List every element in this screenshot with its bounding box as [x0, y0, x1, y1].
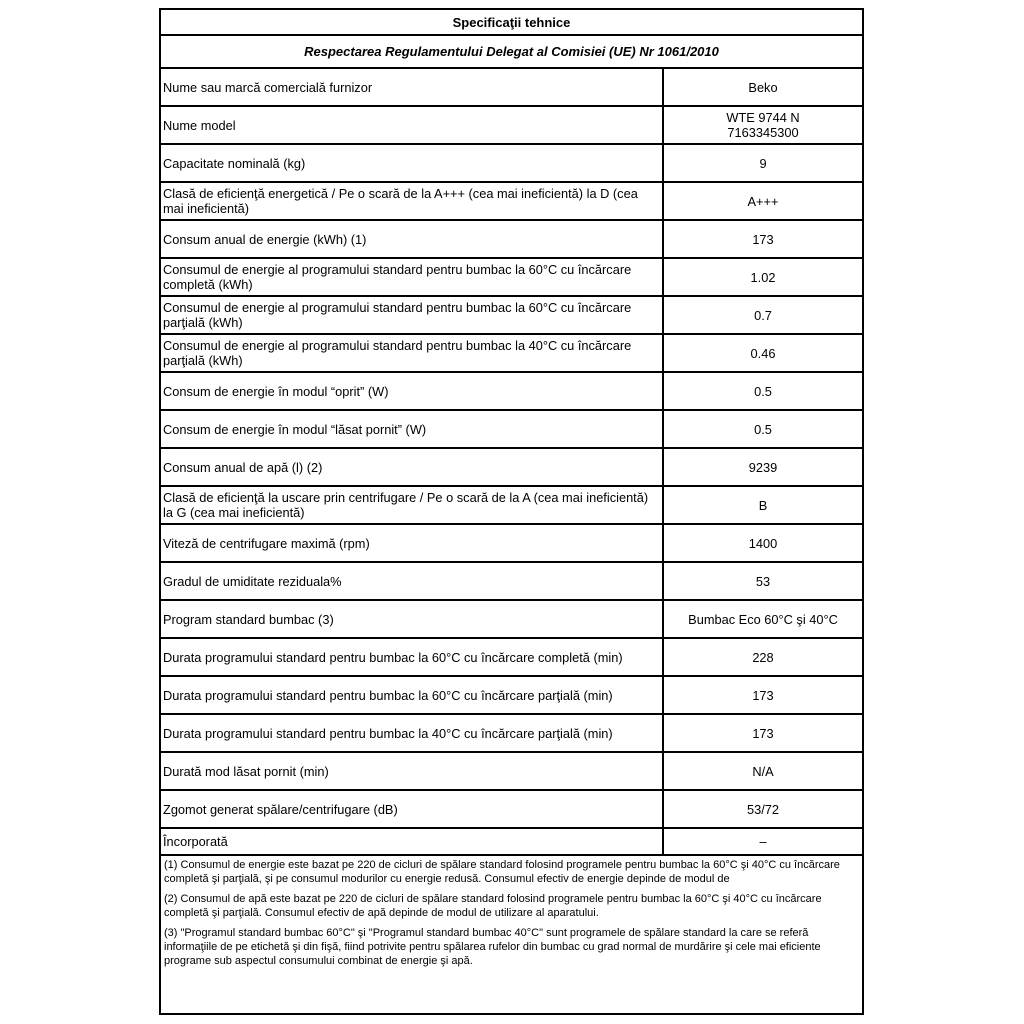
spec-row-noise	[161, 791, 862, 829]
spec-value: 53/72	[746, 801, 780, 817]
spec-label: Durata programului standard pentru bumbac la 60°C cu încărcare completă (min)	[161, 639, 664, 675]
spec-label: Nume model	[161, 107, 664, 143]
sheet-title	[161, 10, 862, 36]
spec-row-duration-60-partial	[161, 677, 862, 715]
spec-label: Consum de energie în modul “oprit” (W)	[161, 373, 664, 409]
spec-row-annual-energy	[161, 221, 862, 259]
spec-row-max-spin	[161, 525, 862, 563]
spec-label: Gradul de umiditate reziduala%	[161, 563, 664, 599]
spec-value: Beko	[748, 79, 778, 95]
sheet-subtitle-text: Respectarea Regulamentului Delegat al Comisiei (UE) Nr 1061/2010	[304, 44, 719, 59]
footnotes	[161, 856, 862, 1013]
spec-label: Consumul de energie al programului standard pentru bumbac la 60°C cu încărcare completă (kWh)	[161, 259, 664, 295]
spec-row-capacity	[161, 145, 862, 183]
spec-row-energy-40-partial	[161, 335, 862, 373]
spec-row-off-mode	[161, 373, 862, 411]
spec-row-energy-class	[161, 183, 862, 221]
spec-label: Durata programului standard pentru bumbac la 40°C cu încărcare parţială (min)	[161, 715, 664, 751]
footnote-1: (1) Consumul de energie este bazat pe 220 de cicluri de spălare standard folosind programele pentru bumbac la 60°C şi 40°C cu încărcare completă şi parţială, şi pe consumul modurilor cu energie redusă. Consumul efectiv de energie depinde de modul de	[164, 859, 840, 885]
spec-label: Consum de energie în modul “lăsat pornit” (W)	[161, 411, 664, 447]
spec-label: Durată mod lăsat pornit (min)	[161, 753, 664, 789]
spec-value: N/A	[752, 763, 774, 779]
spec-value: 173	[752, 231, 774, 247]
spec-label: Consum anual de apă (l) (2)	[161, 449, 664, 485]
spec-label: Durata programului standard pentru bumbac la 60°C cu încărcare parţială (min)	[161, 677, 664, 713]
spec-value: 0.46	[750, 345, 776, 361]
spec-label: Consumul de energie al programului standard pentru bumbac la 40°C cu încărcare parţială (kWh)	[161, 335, 664, 371]
spec-row-built-in	[161, 829, 862, 856]
spec-value: 0.7	[754, 307, 772, 323]
spec-value: 173	[752, 725, 774, 741]
spec-value: 9	[759, 155, 767, 171]
spec-label: Încorporată	[161, 829, 664, 854]
spec-value: 0.5	[754, 421, 772, 437]
footnote-3: (3) "Programul standard bumbac 60°C" şi "Programul standard bumbac 40°C" sunt programele de spălare standard la care se referă informaţiile de pe etichetă şi din fişă, fiind potrivite pentru spălarea rufelor din bumbac cu grad normal de murdărire şi cele mai eficiente programe sub aspectul consumului combinat de energie şi apă.	[164, 927, 821, 967]
spec-value: B	[758, 497, 768, 513]
spec-label: Clasă de eficienţă la uscare prin centrifugare / Pe o scară de la A (cea mai ineficientă) la G (cea mai ineficientă)	[161, 487, 664, 523]
spec-label: Nume sau marcă comercială furnizor	[161, 69, 664, 105]
spec-row-duration-40-partial	[161, 715, 862, 753]
spec-table	[161, 69, 862, 856]
spec-row-energy-60-partial	[161, 297, 862, 335]
spec-label: Viteză de centrifugare maximă (rpm)	[161, 525, 664, 561]
spec-label: Zgomot generat spălare/centrifugare (dB)	[161, 791, 664, 827]
spec-value: A+++	[747, 193, 779, 209]
spec-value: –	[759, 834, 767, 849]
spec-row-energy-60-full	[161, 259, 862, 297]
spec-row-annual-water	[161, 449, 862, 487]
spec-value: 0.5	[754, 383, 772, 399]
spec-row-left-on-mode	[161, 411, 862, 449]
spec-value: 1.02	[750, 269, 776, 285]
spec-row-model	[161, 107, 862, 145]
spec-sheet	[159, 8, 864, 1015]
spec-label: Consum anual de energie (kWh) (1)	[161, 221, 664, 257]
spec-value: WTE 9744 N 7163345300	[726, 110, 800, 140]
spec-label: Clasă de eficienţă energetică / Pe o scară de la A+++ (cea mai ineficientă) la D (cea mai ineficientă)	[161, 183, 664, 219]
sheet-subtitle	[161, 36, 862, 69]
footnote-2: (2) Consumul de apă este bazat pe 220 de cicluri de spălare standard folosind programele pentru bumbac la 60°C şi 40°C cu încărcare completă şi parţială. Consumul efectiv de apă depinde de modul de utilizare al aparatului.	[164, 893, 822, 919]
spec-row-standard-program	[161, 601, 862, 639]
spec-row-spin-class	[161, 487, 862, 525]
spec-value: 173	[752, 687, 774, 703]
spec-label: Program standard bumbac (3)	[161, 601, 664, 637]
sheet-title-text: Specificaţii tehnice	[452, 14, 571, 30]
spec-value: Bumbac Eco 60°C şi 40°C	[688, 611, 838, 627]
spec-row-supplier	[161, 69, 862, 107]
spec-row-residual-moisture	[161, 563, 862, 601]
spec-row-duration-60-full	[161, 639, 862, 677]
spec-row-left-on-duration	[161, 753, 862, 791]
spec-value: 228	[752, 649, 774, 665]
spec-value: 9239	[748, 459, 778, 475]
spec-value: 53	[755, 573, 771, 589]
spec-label: Capacitate nominală (kg)	[161, 145, 664, 181]
spec-label: Consumul de energie al programului standard pentru bumbac la 60°C cu încărcare parţială (kWh)	[161, 297, 664, 333]
spec-value: 1400	[748, 535, 778, 551]
